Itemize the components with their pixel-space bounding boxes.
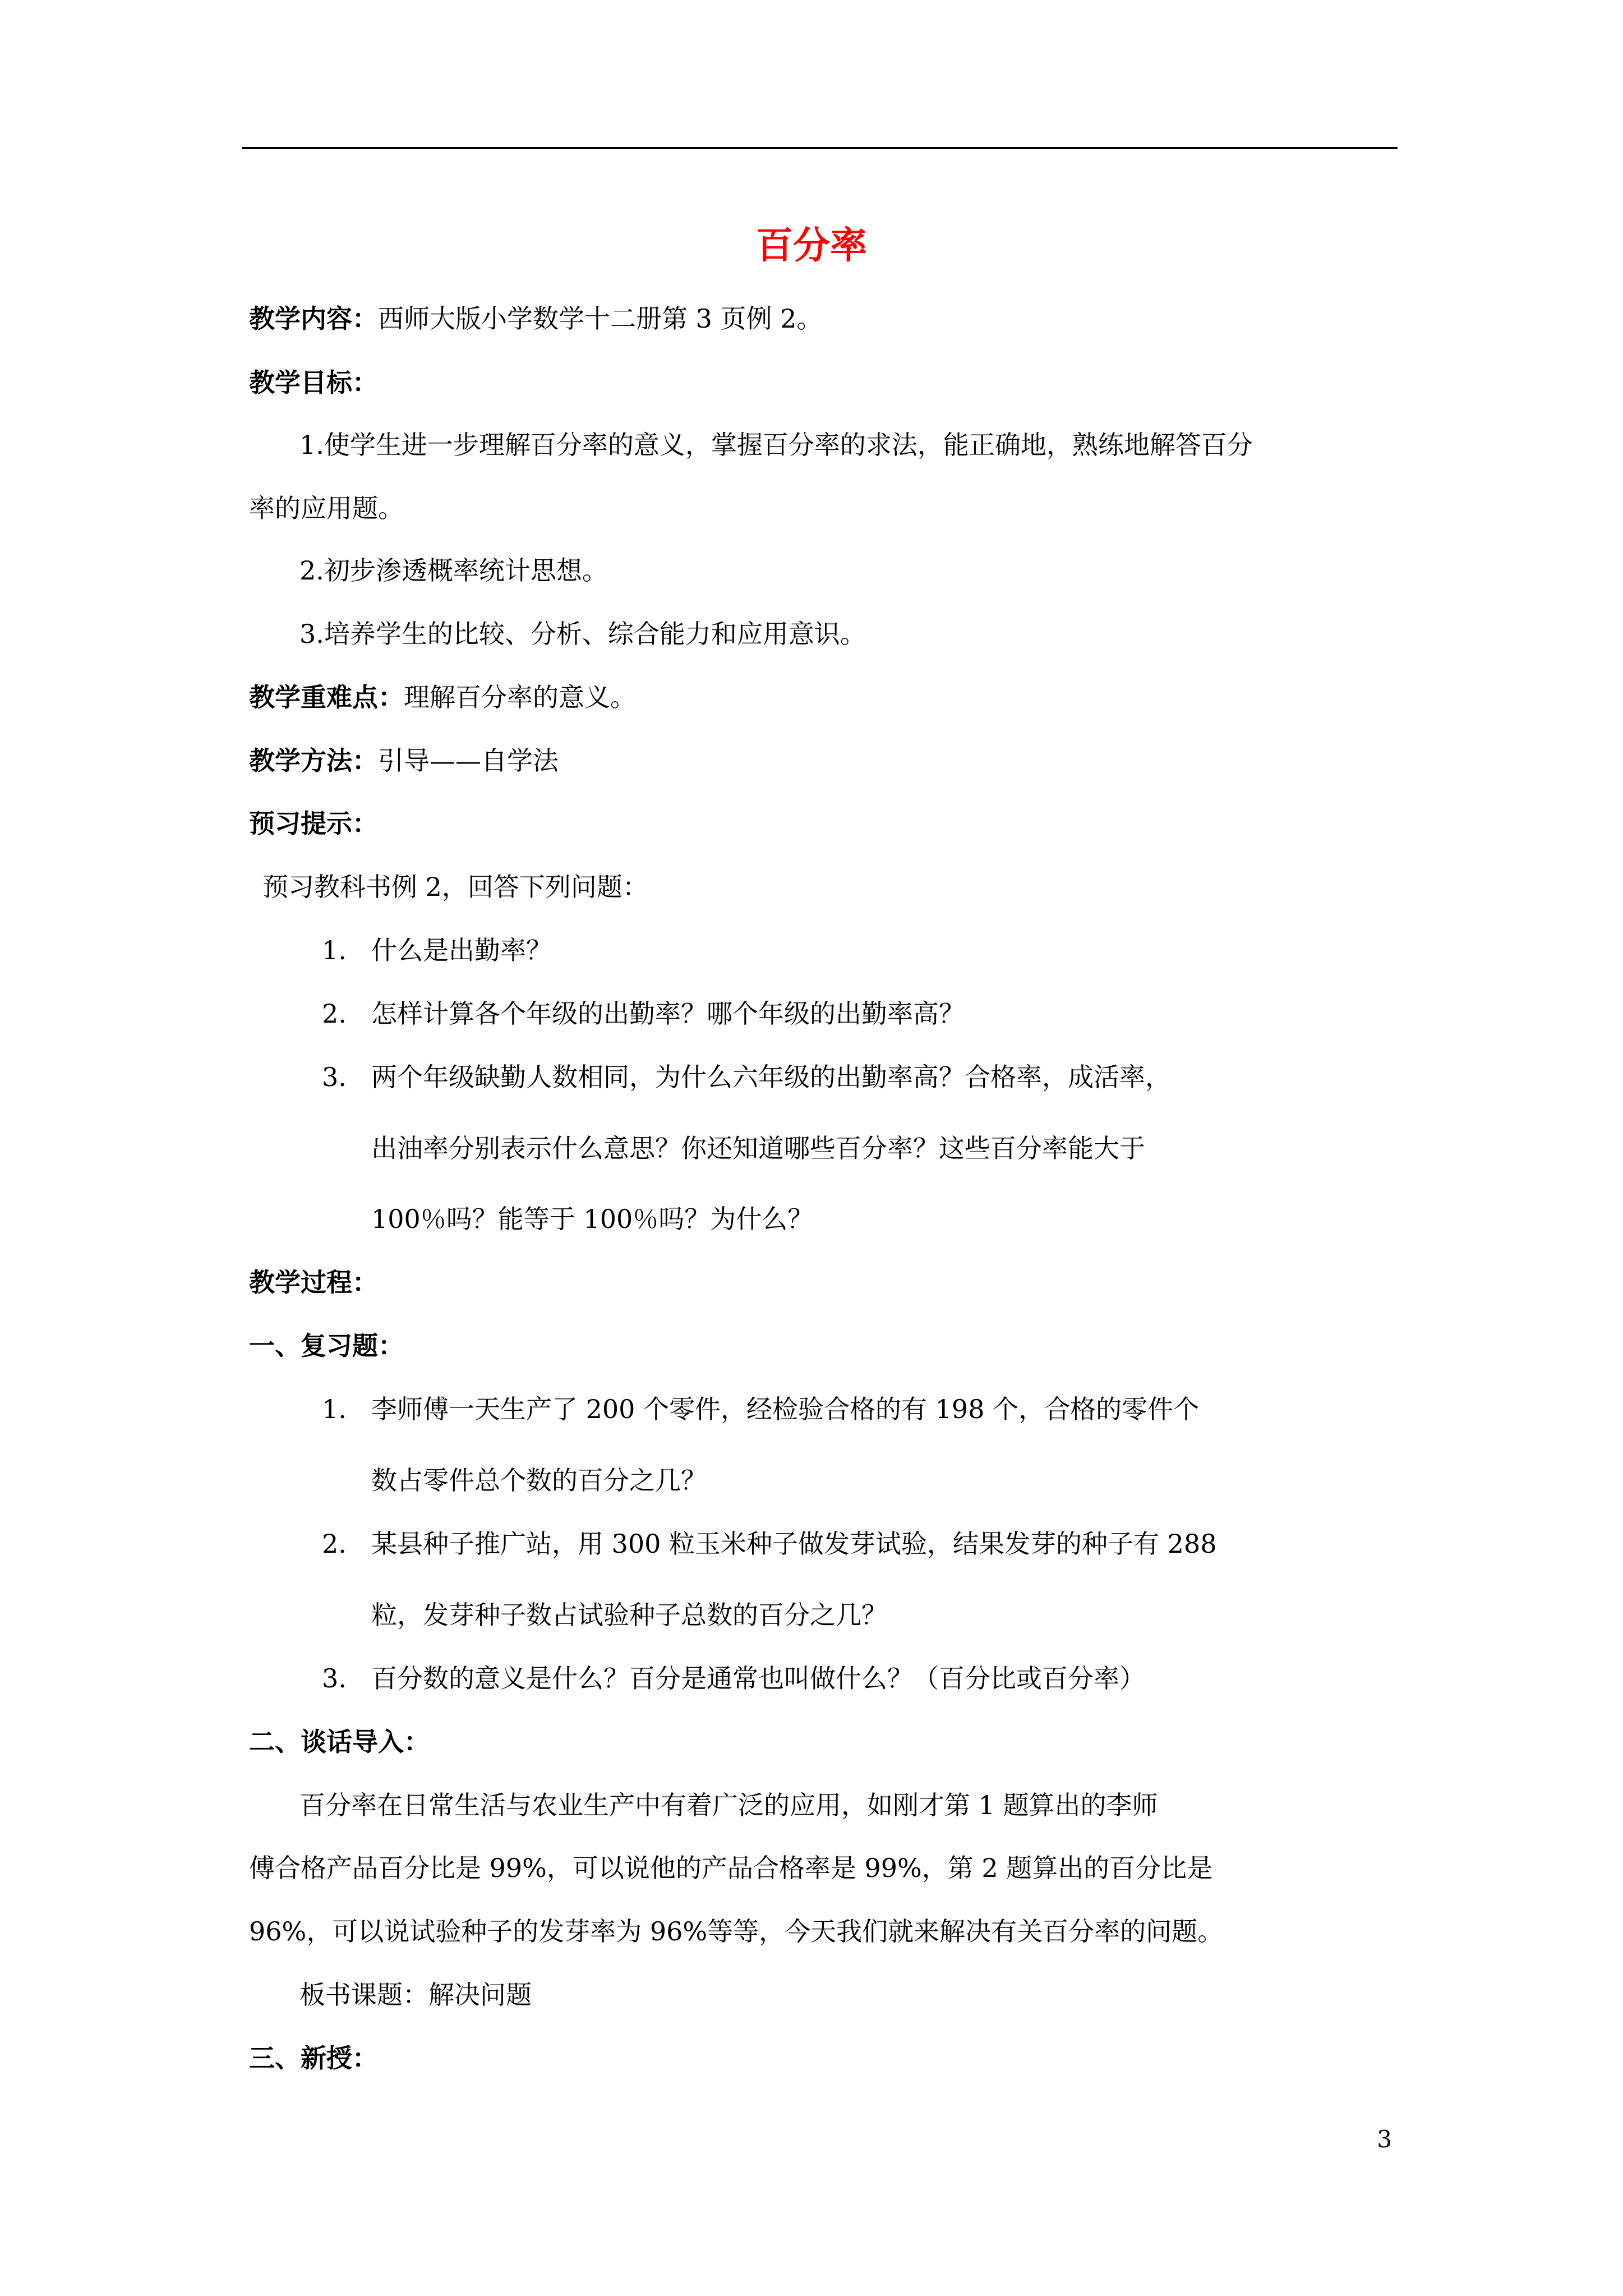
- preview-q3-number: 3.: [322, 1062, 347, 1092]
- preview-q1-number: 1.: [322, 935, 347, 965]
- objective-1-line-1: 1.使学生进一步理解百分率的意义，掌握百分率的求法，能正确地，熟练地解答百分: [299, 430, 1253, 460]
- intro-talk-label: 二、谈话导入：: [249, 1727, 430, 1757]
- process-label: 教学过程：: [249, 1267, 378, 1297]
- intro-talk-line-3: 96%，可以说试验种子的发芽率为 96%等等，今天我们就来解决有关百分率的问题。: [249, 1916, 1224, 1947]
- method-line: [249, 738, 559, 783]
- key-points-line: [249, 675, 636, 720]
- method-text: 引导——自学法: [378, 746, 559, 776]
- new-lesson-label: 三、新授：: [249, 2043, 378, 2073]
- objectives-label: 教学目标：: [249, 367, 378, 398]
- preview-q3-line-2: 出油率分别表示什么意思？你还知道哪些百分率？这些百分率能大于: [371, 1133, 1145, 1163]
- intro-talk-line-1: 百分率在日常生活与农业生产中有着广泛的应用，如刚才第 1 题算出的李师: [299, 1790, 1158, 1820]
- review-q2-number: 2.: [322, 1529, 347, 1559]
- preview-q2-number: 2.: [322, 999, 347, 1029]
- key-points-text: 理解百分率的意义。: [404, 682, 636, 712]
- method-label: 教学方法：: [249, 746, 378, 776]
- review-q2-line-1: 某县种子推广站，用 300 粒玉米种子做发芽试验，结果发芽的种子有 288: [371, 1529, 1217, 1559]
- preview-q2: 怎样计算各个年级的出勤率？哪个年级的出勤率高？: [371, 999, 965, 1029]
- preview-q1: 什么是出勤率？: [371, 935, 552, 965]
- review-q3-number: 3.: [322, 1663, 347, 1694]
- content-label: 教学内容：: [249, 303, 378, 334]
- page-title: 百分率: [756, 223, 867, 267]
- preview-q3-line-1: 两个年级缺勤人数相同，为什么六年级的出勤率高？合格率，成活率，: [371, 1062, 1171, 1092]
- objective-2: 2.初步渗透概率统计思想。: [299, 555, 608, 586]
- review-q1-line-2: 数占零件总个数的百分之几？: [371, 1465, 707, 1496]
- review-q3: 百分数的意义是什么？百分是通常也叫做什么？（百分比或百分率）: [371, 1663, 1145, 1694]
- intro-talk-line-2: 傅合格产品百分比是 99%，可以说他的产品合格率是 99%，第 2 题算出的百分比是: [249, 1853, 1213, 1883]
- content-line: [249, 296, 822, 341]
- objective-3: 3.培养学生的比较、分析、综合能力和应用意识。: [299, 619, 866, 649]
- page-number: 3: [1377, 2125, 1392, 2153]
- content-text: 西师大版小学数学十二册第 3 页例 2。: [378, 303, 823, 334]
- key-points-label: 教学重难点：: [249, 682, 404, 712]
- preview-label: 预习提示：: [249, 808, 378, 839]
- review-q2-line-2: 粒，发芽种子数占试验种子总数的百分之几？: [371, 1600, 887, 1630]
- review-q1-line-1: 李师傅一天生产了 200 个零件，经检验合格的有 198 个，合格的零件个: [371, 1394, 1200, 1424]
- preview-intro: 预习教科书例 2，回答下列问题：: [262, 872, 648, 902]
- review-label: 一、复习题：: [249, 1331, 404, 1361]
- header-rule: [242, 147, 1398, 149]
- preview-q3-line-3: 100％吗？能等于 100％吗？为什么？: [371, 1204, 814, 1234]
- objective-1-line-2: 率的应用题。: [249, 493, 404, 523]
- review-q1-number: 1.: [322, 1394, 347, 1424]
- board-title: 板书课题：解决问题: [299, 1980, 532, 2010]
